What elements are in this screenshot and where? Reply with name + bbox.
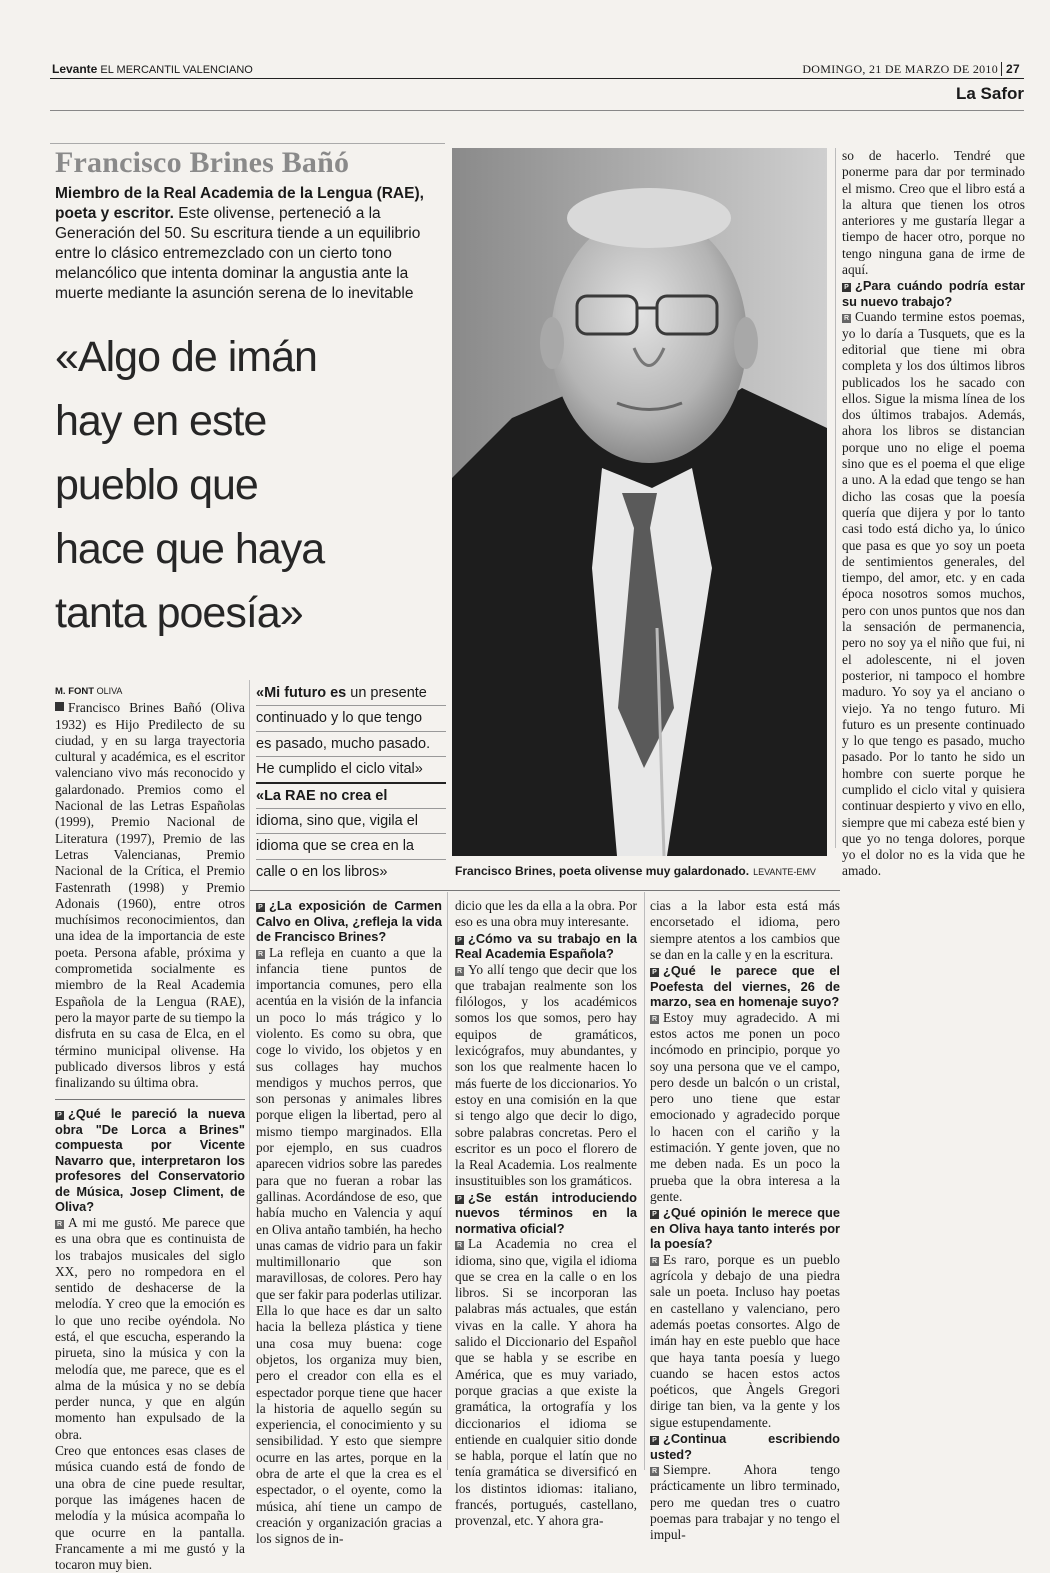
question-mark-icon: P: [455, 936, 464, 945]
headline-line: tanta poesía»: [55, 589, 303, 637]
answer: [842, 309, 1025, 879]
answer: [650, 1462, 840, 1543]
pull-line: He cumplido el ciclo vital»: [256, 757, 446, 783]
question-text: ¿La exposición de Carmen Calvo en Oliva, ¿refleja la vida de Francisco Brines?: [256, 898, 442, 944]
section-divider: [250, 890, 840, 891]
question-text: ¿Qué le parece que el Poefesta del viernes, 26 de marzo, sea en homenaje suyo?: [650, 963, 840, 1010]
column-1: [55, 683, 245, 1573]
column-rule: [249, 680, 250, 1470]
question-text: ¿Qué opinión le merece que en Oliva haya tanto interés por la poesía?: [650, 1205, 840, 1252]
pull-line: [256, 681, 446, 706]
answer-mark-icon: R: [651, 1468, 658, 1476]
pull-line: es pasado, mucho pasado.: [256, 732, 446, 757]
answer-text: La Academia no crea el idioma, sino que, vigila el idioma que se crea en la calle o en los libros. Si se incorporan las palabras más actuales, que están vivas en la calle. Y ahora ha salido el Diccionario del Español que se habla y se escribe en América, que es muy variado, porque gracias a que existe la gramática, la ortografía y los diccionarios el idioma se entiende en cualquier sitio donde se habla, porque el latín que no tenía gramática se diversificó en los distintos idiomas: italiano, francés, portugués, castellano, provenzal, etc. Y ahora gra-: [455, 1236, 637, 1529]
answer-text: Cuando termine estos poemas, yo lo daría a Tusquets, que es la editorial que tiene mi obra completa y los dos últimos libros publicados los he sacado con ellos. Sigue la misma línea de los dos últimos trabajos. Además, ahora los libros se distancian porque uno no elige el poema sino que es el poema el que elige a uno. A la edad que tengo se han dicho las cosas que la poesía quería que dijera y por lo tanto casi todo está dicho ya, lo único que pasa es que yo soy un poeta de sentimientos generales, del tiempo, del amor, etc. y en cada época nosotros somos muchos, pero con unos puntos que nos dan la sensación de permanencia, pero no soy ya el niño que fui, ni el adolescente, ni el joven posterior, ni tampoco el hombre maduro. Yo soy ya el anciano o viejo. Ya no tengo futuro. Mi futuro es un presente continuado y lo que tengo es pasado, mucho pasado. Por lo tanto he sido un hombre con suerte porque he cumplido el ciclo vital y quisiera continuar despierto y vivo en ello, siempre que mi cabeza esté bien y que yo no tenga dolores, porque yo el dolor no es la vida que he amado.: [842, 309, 1025, 879]
intro-paragraph: [55, 700, 245, 1091]
answer-text: La refleja en cuanto a que la infancia tiene puntos de importancia comunes, pero ella acentúa en la visión de la infancia un poco lo más trágico y lo violento. Es como su obra, que coge lo vivido, los objetos y en sus collages hay muchos mendigos y muchos perros, que son personas y animales libres porque eligen la libertad, pero al mismo tiempo marginados. Ella por ejemplo, en sus cuadros aparecen vidrios sobre las paredes para que no fueran a robar las gallinas. Acordándose de eso, que había mucho en Valencia y aquí en Oliva antaño también, ha hecho unas camas de vidrio para un fakir multimillonario que son maravillosas, de colores. Pero hay que ser fakir para poderlas utilizar. Ella lo que hace es dar un salto hacia la belleza plástica y tiene una cosa muy buena: coge objetos, los organiza muy bien, pero el creador con ella es el espectador porque tiene que hacer la historia de aquello según su experiencia, el conocimiento y su sensibilidad. Y esto que siempre ocurre en las artes, porque en la obra de arte el que la crea es el espectador, o el oyente, como la música, ahí tiene un campo de creación y organización gracias a los signos de in-: [256, 944, 442, 1547]
answer-mark-icon: R: [456, 1242, 463, 1250]
question-mark-icon: P: [256, 903, 265, 912]
portrait-illustration: [452, 148, 827, 856]
section-rule: [50, 110, 1024, 111]
question-text: ¿Se están introduciendo nuevos términos en la normativa oficial?: [455, 1189, 637, 1236]
column-2: [256, 898, 442, 1547]
answer: [256, 945, 442, 1548]
column-rule: [835, 148, 836, 848]
question: [256, 898, 442, 945]
answer-mark-icon: R: [651, 1015, 658, 1023]
headline: [55, 325, 440, 645]
question: [55, 1106, 245, 1215]
answer-text: Siempre. Ahora tengo prácticamente un libro terminado, pero me quedan tres o cuatro poemas para trabajar y no tengo el impul-: [650, 1462, 840, 1543]
profile-lead: [55, 184, 440, 304]
dateline: [802, 62, 1020, 77]
pull-line: continuado y lo que tengo: [256, 706, 446, 731]
question-mark-icon: P: [650, 1436, 659, 1445]
question: [455, 1190, 637, 1237]
column-4-bottom: [650, 898, 840, 1544]
masthead-logo: Levante: [52, 62, 98, 76]
pull-text: un presente: [346, 685, 427, 701]
pull-line: idioma, sino que, vigila el: [256, 809, 446, 834]
pull-bold: «La RAE no crea el: [256, 787, 388, 804]
question-text: ¿Cómo va su trabajo en la Real Academia Española?: [455, 930, 637, 962]
header-rule: [50, 78, 1024, 79]
publication-date: DOMINGO, 21 DE MARZO DE 2010: [802, 62, 999, 76]
question: [650, 1431, 840, 1462]
answer: [455, 1236, 637, 1529]
question: [650, 963, 840, 1010]
lead-text: Este olivense, perteneció a la Generación del 50. Su escritura tiende a un equilibrio entre lo clásico entremezclado con un cierto tono melancólico que intenta dominar la angustia ante la muerte mediante la asunción serena de lo inevitable: [55, 205, 421, 302]
pull-bold: «Mi futuro es: [256, 685, 347, 701]
question-mark-icon: P: [650, 1210, 659, 1219]
page-number: 27: [1001, 62, 1020, 76]
answer: [650, 1010, 840, 1206]
headline-line: hace que haya: [55, 525, 325, 573]
question-text: ¿Qué le pareció la nueva obra "De Lorca a Brines" compuesta por Vicente Navarro que, interpretaron los profesores del Conservatorio de Música, Josep Climent, de Oliva?: [55, 1106, 245, 1215]
byline-author: M. FONT: [55, 686, 95, 697]
paragraph: so de hacerlo. Tendré que ponerme para dar por terminado el mismo. Creo que el libro está a la altura que tienen los otros anteriores y me gustaría llegar a tiempo de hacer otro, porque no tengo ninguna gana de irme de aquí.: [842, 148, 1025, 278]
question-mark-icon: P: [455, 1195, 464, 1204]
question-mark-icon: P: [842, 283, 851, 292]
answer-mark-icon: R: [651, 1257, 658, 1265]
answer: [55, 1215, 245, 1443]
answer-text: Yo allí tengo que decir que los que trabajan realmente son los filólogos, y los académicos somos los que somos, pero hay equipos de gramáticos, lexicógrafos, muy abundantes, y son los que realmente hacen lo más fuerte de los diccionarios. Yo estoy en una comisión en la que si tengo algo que decir lo digo, sobre palabras concretas. Pero el escritor es un poco el florero de la Real Academia. Los realmente insustituibles son los gramáticos.: [455, 961, 637, 1189]
profile-name: Francisco Brines Bañó: [55, 146, 350, 179]
byline-place: OLIVA: [96, 686, 123, 696]
section-title: La Safor: [955, 84, 1024, 103]
paragraph: dicio que les da ella a la obra. Por eso es una obra muy interesante.: [455, 898, 637, 930]
lead-bold: Miembro de la Real Academia de la Lengua (RAE), poeta y escritor.: [55, 185, 424, 222]
answer-text: A mi me gustó. Me parece que es una obra que es continuista de los trabajos musicales del siglo XX, pero no rompedora en el sentido de deshacerse de la melodía. Y creo que la emoción es lo que uno recibe oyéndola. No está, el que escucha, esperando la pirueta, sino la música y con la melodía que, me parece, que es el alma de la música y no se debía perder nunca, y que en algún momento han expulsado de la obra.: [55, 1214, 245, 1442]
masthead: [52, 62, 253, 76]
answer-text: Estoy muy agradecido. A mi estos actos me ponen un poco incómodo en principio, porque yo soy una persona que ve el campo, pero desde un balcón o un cristal, pero uno tiene que estar emocionado y agradecido porque lo hacen con el cariño y la estimación. Y gente joven, que no me deben nada. Es un poco la prueba que la obra interesa a la gente.: [650, 1009, 840, 1204]
paragraph: cias a la labor esta está más encorsetado el idioma, pero siempre atentos a los cambios que se dan en la calle y en la escritura.: [650, 898, 840, 962]
answer: [455, 962, 637, 1190]
headline-line: pueblo que: [55, 461, 258, 509]
pull-line: calle o en los libros»: [256, 863, 388, 880]
answer-mark-icon: R: [257, 950, 264, 958]
photo-caption: [455, 864, 816, 878]
intro-text: Francisco Brines Bañó (Oliva 1932) es Hijo Predilecto de su ciudad, y en su larga trayectoria cultural y académica, es el escritor valenciano vivo más reconocido y galardonado. Premios como el Nacional de las Letras Españolas (1999), Premio Nacional de Literatura (1997), Premio de las Letras Valencianas, Premio Nacional de la Crítica, el Premio Fastenrath (1998) y Premio Adonais (1960), entre otros muchísimos reconocimientos, dan una idea de la importancia de este poeta. Persona afable, próxima y comprometida socialmente es miembro de la Real Academia Española de la Lengua (RAE), pero la mayor parte de su tiempo la disfruta en su casa de Elca, en el término municipal olivense. Ha publicado diversos libros y está finalizando su última obra.: [55, 700, 245, 1091]
caption-text: Francisco Brines, poeta olivense muy galardonado.: [455, 864, 750, 878]
question-mark-icon: P: [55, 1111, 64, 1120]
question-text: ¿Continua escribiendo usted?: [650, 1431, 840, 1462]
paragraph-mark-icon: [55, 702, 64, 711]
divider: [55, 1099, 245, 1100]
question: [455, 931, 637, 962]
masthead-name: EL MERCANTIL VALENCIANO: [100, 64, 253, 76]
pull-quotes: [256, 681, 446, 884]
column-rule: [447, 892, 448, 1470]
answer-mark-icon: R: [456, 967, 463, 975]
title-rule: [50, 143, 445, 144]
headline-line: «Algo de imán: [55, 333, 317, 381]
caption-credit: LEVANTE-EMV: [753, 867, 816, 877]
answer-mark-icon: R: [843, 315, 850, 323]
column-4-top: [842, 148, 1025, 880]
question-mark-icon: P: [650, 968, 659, 977]
portrait-photo: [452, 148, 827, 856]
pull-line: idioma que se crea en la: [256, 834, 446, 859]
question: [650, 1205, 840, 1252]
column-3: [455, 898, 637, 1530]
question: [842, 278, 1025, 309]
answer-text: Es raro, porque es un pueblo agrícola y debajo de una piedra sale un poeta. Incluso hay poetas en castellano y valenciano, pero además poetas consortes. Algo de imán hay en este pueblo que hace que haya tanta poesía y luego cuando se hacen estos actos poéticos, que Àngels Gregori dirige tan bien, va la gente y los sigue estupendamente.: [650, 1251, 840, 1430]
answer-continued: Creo que entonces esas clases de música cuando está de fondo de una obra de cine puede resultar, porque las imágenes hacen de melodía y la música acompaña lo que ocurre en la pantalla. Francamente a mi me gustó y la tocaron muy bien.: [55, 1443, 245, 1573]
answer-mark-icon: R: [56, 1220, 63, 1228]
pull-line: [256, 784, 446, 809]
byline: [55, 683, 245, 700]
answer: [650, 1252, 840, 1431]
column-rule: [644, 892, 645, 1470]
question-text: ¿Para cuándo podría estar su nuevo trabajo?: [842, 278, 1025, 309]
headline-line: hay en este: [55, 397, 267, 445]
